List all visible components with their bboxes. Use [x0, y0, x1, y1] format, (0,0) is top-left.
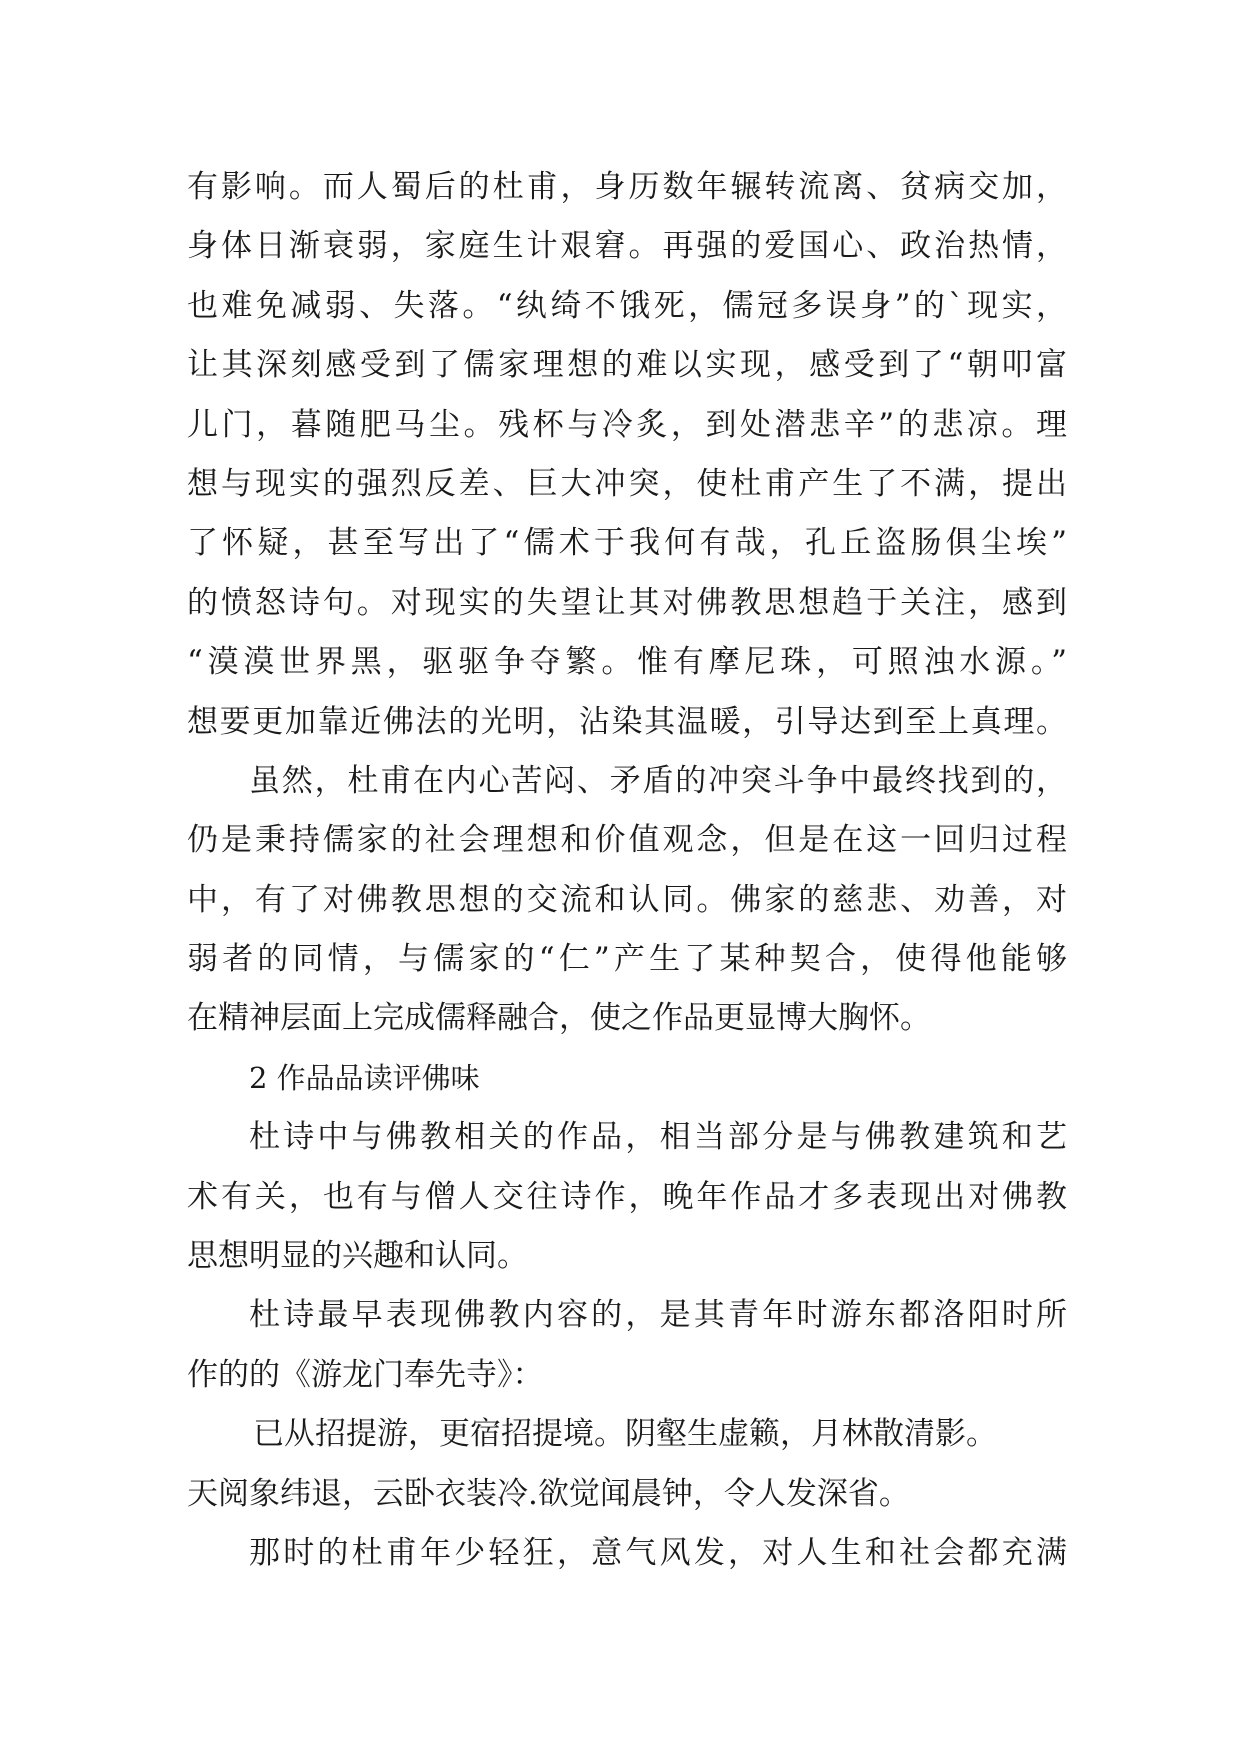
poem-line: 已从招提游，更宿招提境。阴壑生虚籁，月林散清影。 — [253, 1416, 997, 1453]
text-line: 想与现实的强烈反差、巨大冲突，使杜甫产生了不满，提出 — [187, 465, 1067, 502]
paragraph-first-line: 虽然，杜甫在内心苦闷、矛盾的冲突斗争中最终找到的， — [249, 762, 1067, 799]
text-line: 仍是秉持儒家的社会理想和价值观念，但是在这一回归过程 — [187, 822, 1067, 859]
text-line: 作的的《游龙门奉先寺》： — [187, 1356, 544, 1393]
text-line: 想要更加靠近佛法的光明，沾染其温暖，引导达到至上真理。 — [187, 703, 1067, 740]
text-line: “漠漠世界黑，驱驱争夺繁。惟有摩尼珠，可照浊水源。” — [187, 644, 1067, 681]
poem-line: 天阅象纬退，云卧衣装冷.欲觉闻晨钟，令人发深省。 — [187, 1475, 910, 1512]
text-line: 弱者的同情，与儒家的“仁”产生了某种契合，使得他能够 — [187, 941, 1067, 978]
text-line: 了怀疑，甚至写出了“儒术于我何有哉，孔丘盗肠俱尘埃” — [187, 525, 1067, 562]
text-line: 思想明显的兴趣和认同。 — [187, 1238, 528, 1275]
text-line: 儿门，暮随肥马尘。残杯与冷炙，到处潜悲辛”的悲凉。理 — [187, 406, 1067, 443]
text-line: 在精神层面上完成儒释融合，使之作品更显博大胸怀。 — [187, 1000, 931, 1037]
paragraph-first-line: 杜诗最早表现佛教内容的，是其青年时游东都洛阳时所 — [249, 1297, 1067, 1334]
body-text — [187, 158, 1067, 1583]
text-line: 让其深刻感受到了儒家理想的难以实现，感受到了“朝叩富 — [187, 347, 1067, 384]
text-line: 的愤怒诗句。对现实的失望让其对佛教思想趋于关注，感到 — [187, 584, 1067, 621]
text-line: 有影响。而人蜀后的杜甫，身历数年辗转流离、贫病交加， — [187, 169, 1067, 205]
section-heading: 2 作品品读评佛味 — [249, 1060, 480, 1095]
text-line: 术有关，也有与僧人交往诗作，晚年作品才多表现出对佛教 — [187, 1178, 1067, 1215]
text-line: 也难免减弱、失落。“纨绮不饿死，儒冠多误身”的`现实， — [187, 287, 1067, 324]
text-line: 身体日渐衰弱，家庭生计艰窘。再强的爱国心、政治热情， — [187, 228, 1067, 265]
paragraph-first-line: 杜诗中与佛教相关的作品，相当部分是与佛教建筑和艺 — [249, 1119, 1067, 1156]
paragraph-first-line: 那时的杜甫年少轻狂，意气风发，对人生和社会都充满 — [249, 1534, 1067, 1571]
text-line: 中，有了对佛教思想的交流和认同。佛家的慈悲、劝善，对 — [187, 881, 1067, 918]
